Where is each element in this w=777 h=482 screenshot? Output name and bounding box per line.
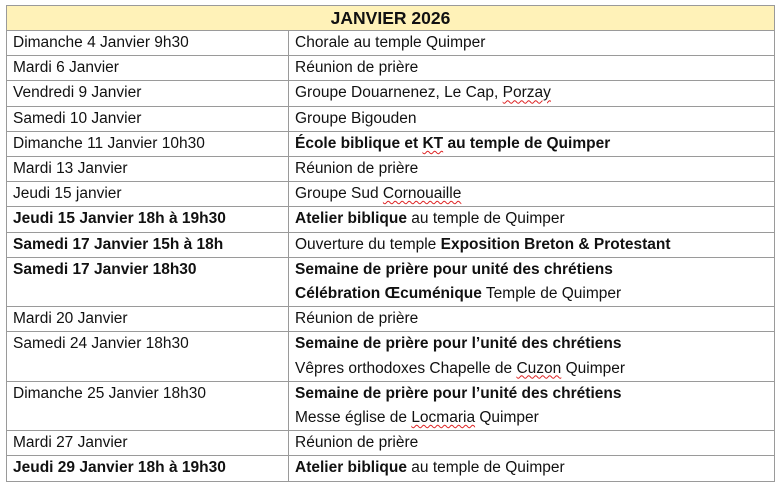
- description-text: Ouverture du temple: [295, 235, 441, 253]
- event-row: [7, 332, 775, 381]
- event-row: [7, 56, 775, 81]
- event-date: Mardi 20 Janvier: [7, 307, 289, 332]
- description-line: [295, 307, 774, 331]
- event-description: [289, 332, 775, 381]
- description-text: Réunion de prière: [295, 434, 419, 452]
- description-text: Chorale au temple Quimper: [295, 34, 486, 51]
- spellcheck-word: Cornouaille: [382, 185, 462, 203]
- description-text: Exposition Breton & Protestant: [440, 235, 671, 253]
- title-row: [7, 6, 775, 31]
- description-line: [295, 132, 774, 156]
- event-description: [289, 31, 775, 56]
- event-date: Samedi 24 Janvier 18h30: [7, 332, 289, 381]
- description-line: [295, 233, 774, 257]
- event-row: [7, 81, 775, 106]
- description-line: [295, 332, 774, 356]
- description-line: [295, 258, 774, 282]
- description-line: [295, 207, 774, 231]
- description-text: au temple de Quimper: [443, 134, 611, 152]
- spellcheck-word: KT: [422, 134, 444, 152]
- spellcheck-word: Locmaria: [411, 409, 476, 427]
- description-line: [295, 382, 774, 406]
- description-line: [295, 31, 774, 55]
- description-line: [295, 56, 774, 80]
- event-description: [289, 232, 775, 257]
- spellcheck-word: Cuzon: [516, 359, 562, 377]
- description-text: Semaine de prière pour l’unité des chrétiens: [295, 384, 622, 402]
- description-text: Vêpres orthodoxes Chapelle de: [295, 359, 517, 377]
- description-text: Groupe Sud: [295, 185, 383, 203]
- event-row: [7, 207, 775, 232]
- description-text: Atelier biblique: [295, 459, 407, 477]
- event-date: Jeudi 15 janvier: [7, 182, 289, 207]
- event-description: [289, 56, 775, 81]
- event-date: Samedi 17 Janvier 18h30: [7, 257, 289, 306]
- event-row: [7, 307, 775, 332]
- event-description: [289, 106, 775, 131]
- event-row: [7, 431, 775, 456]
- event-description: [289, 456, 775, 481]
- description-line: [295, 431, 774, 455]
- event-row: [7, 31, 775, 56]
- event-description: [289, 182, 775, 207]
- description-text: École biblique et: [295, 134, 423, 152]
- event-description: [289, 257, 775, 306]
- description-text: Temple de Quimper: [481, 285, 622, 303]
- event-date: Dimanche 11 Janvier 10h30: [7, 131, 289, 156]
- event-row: [7, 157, 775, 182]
- description-line: [295, 182, 774, 206]
- event-description: [289, 207, 775, 232]
- event-description: [289, 381, 775, 430]
- description-line: [295, 456, 774, 480]
- description-text: Quimper: [475, 409, 539, 427]
- description-text: Réunion de prière: [295, 59, 419, 77]
- event-row: [7, 232, 775, 257]
- description-line: [295, 282, 774, 306]
- event-row: [7, 456, 775, 481]
- description-text: Réunion de prière: [295, 160, 419, 178]
- event-date: Mardi 13 Janvier: [7, 157, 289, 182]
- event-date: Mardi 27 Janvier: [7, 431, 289, 456]
- event-row: [7, 182, 775, 207]
- event-date: Jeudi 29 Janvier 18h à 19h30: [7, 456, 289, 481]
- event-date: Dimanche 25 Janvier 18h30: [7, 381, 289, 430]
- description-text: au temple de Quimper: [406, 459, 565, 477]
- description-text: Groupe Douarnenez, Le Cap,: [295, 84, 503, 102]
- description-text: au temple de Quimper: [406, 210, 565, 228]
- description-line: [295, 357, 774, 381]
- description-line: [295, 157, 774, 181]
- description-text: Semaine de prière pour l’unité des chrétiens: [295, 335, 622, 353]
- description-text: Semaine de prière pour unité des chrétiens: [295, 260, 613, 278]
- event-date: Samedi 10 Janvier: [7, 106, 289, 131]
- event-description: [289, 431, 775, 456]
- description-line: [295, 406, 774, 430]
- month-title: JANVIER 2026: [7, 6, 775, 31]
- description-text: Atelier biblique: [295, 210, 407, 228]
- event-description: [289, 131, 775, 156]
- event-date: Dimanche 4 Janvier 9h30: [7, 31, 289, 56]
- description-text: Messe église de: [295, 409, 412, 427]
- event-description: [289, 157, 775, 182]
- event-date: Jeudi 15 Janvier 18h à 19h30: [7, 207, 289, 232]
- event-row: [7, 131, 775, 156]
- events-body: [7, 31, 775, 482]
- spellcheck-word: Porzay: [502, 84, 551, 102]
- event-row: [7, 381, 775, 430]
- event-date: Samedi 17 Janvier 15h à 18h: [7, 232, 289, 257]
- event-description: [289, 81, 775, 106]
- event-date: Vendredi 9 Janvier: [7, 81, 289, 106]
- description-line: [295, 107, 774, 131]
- description-line: [295, 81, 774, 105]
- calendar-table: [6, 5, 775, 482]
- event-description: [289, 307, 775, 332]
- description-text: Quimper: [561, 359, 626, 377]
- description-text: Groupe Bigouden: [295, 109, 417, 127]
- description-text: Célébration Œcuménique: [295, 285, 482, 303]
- event-row: [7, 106, 775, 131]
- description-text: Réunion de prière: [295, 310, 419, 328]
- event-row: [7, 257, 775, 306]
- event-date: Mardi 6 Janvier: [7, 56, 289, 81]
